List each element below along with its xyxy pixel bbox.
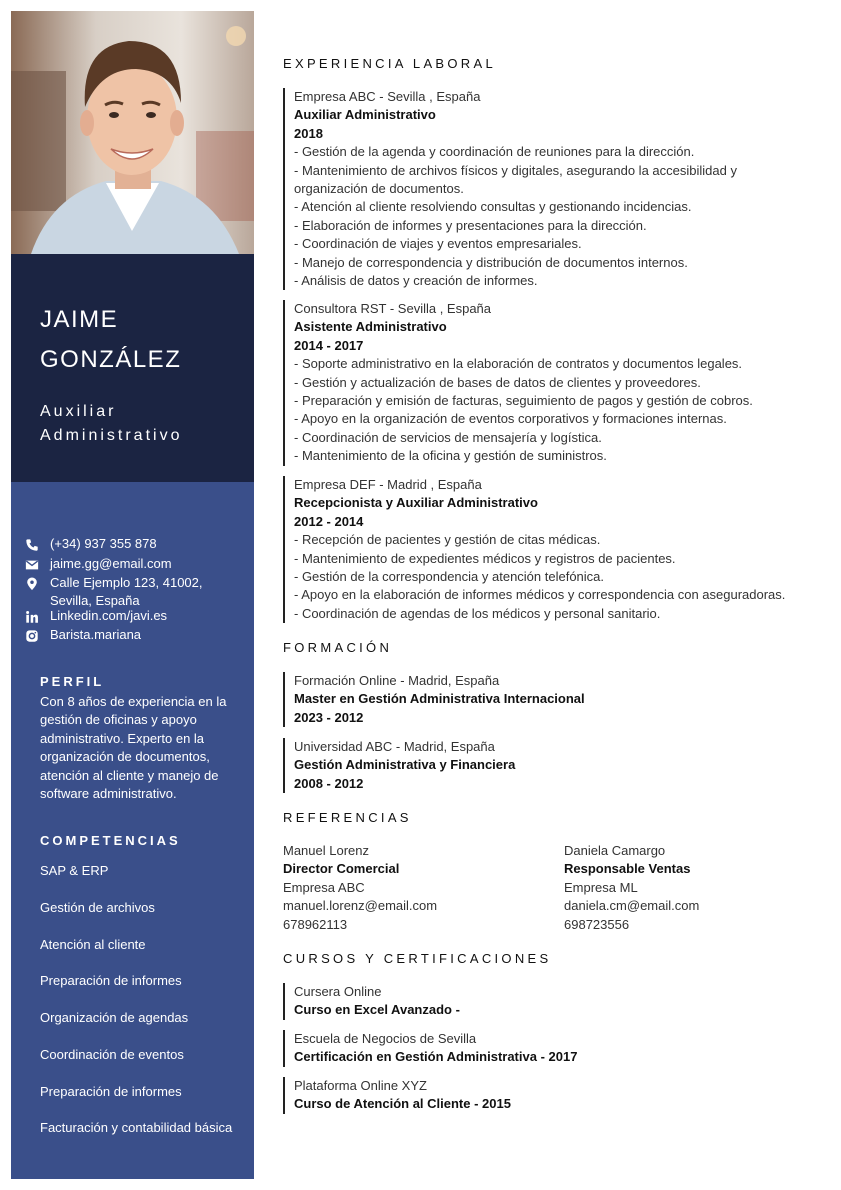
job-task: - Mantenimiento de expedientes médicos y registros de pacientes. [294,550,676,566]
education-place: Formación Online - Madrid, España [294,673,500,688]
reference-position: Director Comercial [283,861,400,877]
profile-heading: PERFIL [40,674,105,689]
email-icon [25,558,39,572]
job-entry [283,88,823,290]
job-task: - Coordinación de viajes y eventos empresariales. [294,236,582,252]
profile-summary: Con 8 años de experiencia en la gestión de oficinas y apoyo administrativo. Experto en la organización de documentos, atención al cliente y manejo de software administrativo. [40,694,227,802]
education-place: Universidad ABC - Madrid, España [294,739,495,754]
last-name: GONZÁLEZ [40,346,182,373]
job-task: - Mantenimiento de la oficina y gestión de suministros. [294,448,607,464]
job-position: Recepcionista y Auxiliar Administrativo [294,495,538,511]
education-title: Master en Gestión Administrativa Internacional [294,691,585,707]
course-place: Escuela de Negocios de Sevilla [294,1031,477,1046]
skill-item: SAP & ERP [40,863,109,878]
skill-item: Atención al cliente [40,937,146,952]
job-task: - Gestión y actualización de bases de datos de clientes y proveedores. [294,374,701,390]
job-task: - Apoyo en la elaboración de informes médicos y correspondencia con aseguradoras. [294,587,786,603]
phone-number: (+34) 937 355 878 [50,536,157,551]
skill-item: Facturación y contabilidad básica [40,1120,233,1135]
linkedin-icon [25,610,39,624]
course-place: Plataforma Online XYZ [294,1078,427,1093]
skill-item: Organización de agendas [40,1010,189,1025]
course-place: Cursera Online [294,984,382,999]
job-entry [283,476,823,623]
course-entry [283,983,823,1020]
course-title: Certificación en Gestión Administrativa - 2017 [294,1049,578,1065]
job-task: - Gestión de la agenda y coordinación de reuniones para la dirección. [294,144,695,160]
reference-name: Daniela Camargo [564,843,666,858]
job-task: - Soporte administrativo en la elaboración de contratos y documentos legales. [294,356,743,372]
job-task: - Mantenimiento de archivos físicos y digitales, asegurando la accesibilidad y organización de documentos. [294,162,737,197]
education-years: 2023 - 2012 [294,709,364,725]
reference-position: Responsable Ventas [564,861,691,877]
courses-heading: CURSOS Y CERTIFICACIONES [283,951,552,966]
job-position: Auxiliar Administrativo [294,107,436,123]
instagram-icon [25,629,39,643]
reference-card [564,842,699,934]
reference-phone: 678962113 [283,916,348,932]
instagram-handle: Barista.mariana [50,627,142,642]
sidebar [11,11,254,1179]
job-entry [283,300,823,466]
job-place: Empresa ABC - Sevilla , España [294,89,481,104]
reference-name: Manuel Lorenz [283,843,369,858]
job-place: Empresa DEF - Madrid , España [294,477,482,492]
reference-company: Empresa ABC [283,879,365,895]
skill-item: Gestión de archivos [40,900,155,915]
job-task: - Manejo de correspondencia y distribución de documentos internos. [294,254,688,270]
name-block [11,254,254,482]
job-task: - Recepción de pacientes y gestión de citas médicas. [294,532,601,548]
skill-item: Coordinación de eventos [40,1047,184,1062]
job-task: - Elaboración de informes y presentaciones para la dirección. [294,217,647,233]
education-years: 2008 - 2012 [294,775,364,791]
education-heading: FORMACIÓN [283,640,393,655]
job-task: - Atención al cliente resolviendo consultas y gestionando incidencias. [294,199,692,215]
skill-item: Preparación de informes [40,1084,182,1099]
job-place: Consultora RST - Sevilla , España [294,301,492,316]
job-task: - Preparación y emisión de facturas, seguimiento de pagos y gestión de cobros. [294,393,753,409]
profile-photo [11,11,254,254]
education-entry [283,672,823,727]
address-line-2: Sevilla, España [50,593,140,608]
sidebar-details [11,482,254,1179]
skill-item: Preparación de informes [40,973,182,988]
job-task: - Coordinación de agendas de los médicos y personal sanitario. [294,605,661,621]
experience-heading: EXPERIENCIA LABORAL [283,56,496,71]
reference-company: Empresa ML [564,879,638,895]
course-title: Curso de Atención al Cliente - 2015 [294,1096,511,1112]
course-entry [283,1030,823,1067]
location-pin-icon [25,577,39,591]
job-task: - Gestión de la correspondencia y atención telefónica. [294,569,605,585]
reference-phone: 698723556 [564,916,630,932]
education-entry [283,738,823,793]
job-years: 2012 - 2014 [294,513,364,529]
job-title-line-2: Administrativo [40,427,183,444]
job-task: - Coordinación de servicios de mensajería y logística. [294,429,602,445]
education-title: Gestión Administrativa y Financiera [294,757,516,773]
job-years: 2018 [294,125,323,141]
course-title: Curso en Excel Avanzado - [294,1002,460,1018]
skills-heading: COMPETENCIAS [40,833,181,848]
job-position: Asistente Administrativo [294,319,447,335]
job-task: - Análisis de datos y creación de informes. [294,273,538,289]
references-heading: REFERENCIAS [283,810,412,825]
reference-email: manuel.lorenz@email.com [283,898,438,914]
job-years: 2014 - 2017 [294,337,364,353]
first-name: JAIME [40,306,119,333]
phone-icon [25,538,39,552]
email-address: jaime.gg@email.com [50,556,172,571]
address-line-1: Calle Ejemplo 123, 41002, [50,575,203,590]
linkedin-url: Linkedin.com/javi.es [50,608,168,623]
job-task: - Apoyo en la organización de eventos corporativos y formaciones internas. [294,411,727,427]
course-entry [283,1077,823,1114]
job-title-line-1: Auxiliar [40,403,117,420]
reference-email: daniela.cm@email.com [564,898,700,914]
reference-card [283,842,437,934]
